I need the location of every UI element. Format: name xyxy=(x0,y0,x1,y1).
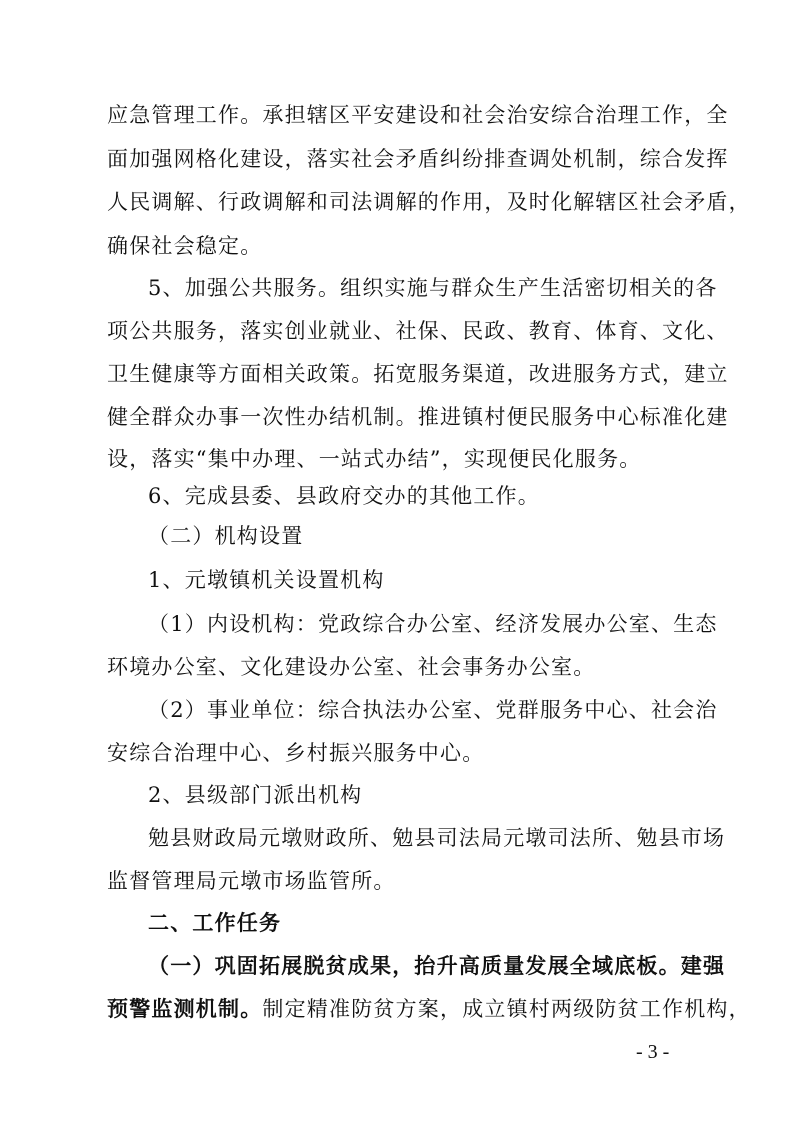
body-text-line: 设，落实“集中办理、一站式办结”，实现便民化服务。 xyxy=(107,447,642,471)
subsection-heading: 2、县级部门派出机构 xyxy=(148,783,363,807)
bold-heading-line: （一）巩固拓展脱贫成果，抬升高质量发展全域底板。建强 xyxy=(148,954,726,978)
body-text-line: 勉县财政局元墩财政所、勉县司法局元墩司法所、勉县市场 xyxy=(148,826,726,850)
section-heading: （二）机构设置 xyxy=(148,524,304,548)
mixed-text-line xyxy=(107,991,751,1027)
body-text-run: 制定精准防贫方案，成立镇村两级防贫工作机构， xyxy=(262,997,751,1021)
body-text-line: 健全群众办事一次性办结机制。推进镇村便民服务中心标准化建 xyxy=(107,405,729,429)
body-text-line: 应急管理工作。承担辖区平安建设和社会治安综合治理工作，全 xyxy=(107,103,729,127)
page-number: - 3 - xyxy=(636,1041,670,1063)
body-text-line: 项公共服务，落实创业就业、社保、民政、教育、体育、文化、 xyxy=(107,319,729,343)
body-text-line: 面加强网格化建设，落实社会矛盾纠纷排查调处机制，综合发挥 xyxy=(107,147,729,171)
body-text-line: 环境办公室、文化建设办公室、社会事务办公室。 xyxy=(107,655,596,679)
body-text-line: 卫生健康等方面相关政策。拓宽服务渠道，改进服务方式，建立 xyxy=(107,362,729,386)
body-text-line: （2）事业单位：综合执法办公室、党群服务中心、社会治 xyxy=(148,698,718,722)
body-text-line: 确保社会稳定。 xyxy=(107,234,263,258)
body-text-line: （1）内设机构：党政综合办公室、经济发展办公室、生态 xyxy=(148,612,718,636)
subsection-heading: 1、元墩镇机关设置机构 xyxy=(148,568,385,592)
section-heading: 二、工作任务 xyxy=(148,911,282,935)
body-text-line: 5、加强公共服务。组织实施与群众生产生活密切相关的各 xyxy=(148,276,718,300)
body-text-line: 6、完成县委、县政府交办的其他工作。 xyxy=(148,484,540,508)
body-text-line: 监督管理局元墩市场监管所。 xyxy=(107,869,396,893)
body-text-line: 人民调解、行政调解和司法调解的作用，及时化解辖区社会矛盾， xyxy=(107,190,751,214)
body-text-line: 安综合治理中心、乡村振兴服务中心。 xyxy=(107,741,485,765)
bold-lead-text: 预警监测机制。 xyxy=(107,997,263,1021)
